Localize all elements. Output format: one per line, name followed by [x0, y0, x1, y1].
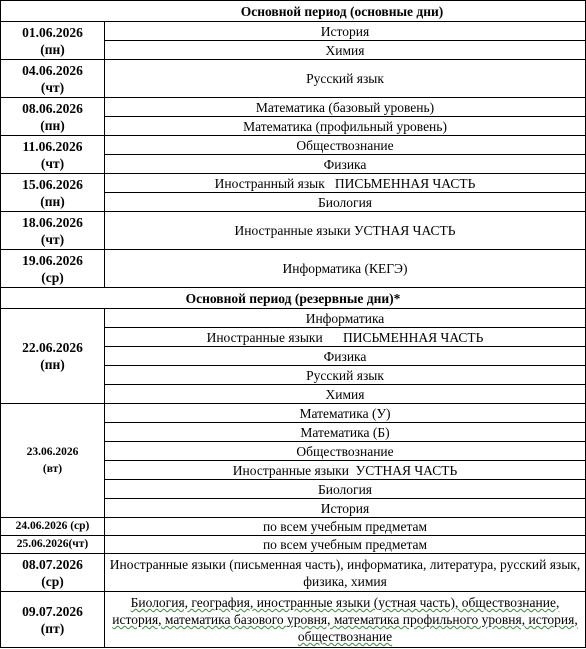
date-text: 18.06.2026 — [22, 214, 83, 230]
table-row — [1, 592, 586, 648]
subject-cell: Иностранные языки УСТНАЯ ЧАСТЬ — [105, 461, 586, 480]
table-row — [1, 212, 586, 250]
date-cell — [1, 536, 105, 554]
table-row — [1, 536, 586, 554]
subject-cell: по всем учебным предметам — [105, 518, 586, 536]
date-cell — [1, 22, 105, 60]
main-period-title: Основной период (основные дни) — [1, 1, 586, 22]
date-text: 25.06.2026(чт) — [16, 538, 89, 550]
subject-cell: Русский язык — [105, 60, 586, 98]
subject-cell: История — [105, 499, 586, 518]
date-text: 19.06.2026 — [22, 252, 83, 268]
subject-cell: Химия — [105, 385, 586, 404]
subject-cell: Математика (профильный уровень) — [105, 117, 586, 136]
reserve-period-header-row — [1, 288, 586, 309]
subject-cell: Математика (базовый уровень) — [105, 98, 586, 117]
date-cell — [1, 98, 105, 136]
table-row — [1, 60, 586, 98]
date-cell — [1, 136, 105, 174]
date-text: 08.07.2026 — [22, 556, 83, 572]
table-row — [1, 518, 586, 536]
date-text: 11.06.2026 — [22, 138, 83, 154]
date-cell — [1, 592, 105, 648]
weekday-text: (чт) — [40, 155, 65, 171]
subject-cell: Математика (У) — [105, 404, 586, 423]
subject-cell: Иностранные языки (письменная часть), информатика, литература, русский язык, физика, химия — [105, 554, 586, 592]
subject-cell: Математика (Б) — [105, 423, 586, 442]
date-cell — [1, 250, 105, 288]
date-cell — [1, 174, 105, 212]
date-text: 09.07.2026 — [22, 603, 83, 619]
table-row — [1, 98, 586, 117]
date-text: 01.06.2026 — [22, 24, 83, 40]
table-row — [1, 309, 586, 328]
date-cell — [1, 518, 105, 536]
subject-cell: Обществознание — [105, 136, 586, 155]
date-cell — [1, 404, 105, 518]
weekday-text: (пт) — [40, 620, 65, 636]
date-text: 23.06.2026 — [26, 445, 79, 458]
table-row — [1, 554, 586, 592]
subject-cell: Иностранные языки УСТНАЯ ЧАСТЬ — [105, 212, 586, 250]
date-cell — [1, 309, 105, 404]
subject-cell — [105, 592, 586, 648]
weekday-text: (чт) — [40, 231, 65, 247]
subject-cell: Химия — [105, 41, 586, 60]
table-row — [1, 404, 586, 423]
date-text: 24.06.2026 (ср) — [15, 520, 90, 532]
date-text: 15.06.2026 — [22, 176, 83, 192]
table-row — [1, 22, 586, 41]
subject-cell: Иностранные языки ПИСЬМЕННАЯ ЧАСТЬ — [105, 328, 586, 347]
subject-cell: Информатика — [105, 309, 586, 328]
weekday-text: (пн) — [40, 41, 65, 57]
subject-cell: Физика — [105, 155, 586, 174]
weekday-text: (ср) — [41, 269, 64, 285]
weekday-text: (пн) — [40, 193, 65, 209]
date-text: 22.06.2026 — [22, 340, 83, 355]
weekday-text: (чт) — [40, 79, 65, 95]
weekday-text: (пн) — [40, 357, 65, 372]
table-row — [1, 250, 586, 288]
subject-cell: Русский язык — [105, 366, 586, 385]
main-period-header-row — [1, 1, 586, 22]
subject-cell: Иностранный язык ПИСЬМЕННАЯ ЧАСТЬ — [105, 174, 586, 193]
subject-cell: Информатика (КЕГЭ) — [105, 250, 586, 288]
subject-cell: Физика — [105, 347, 586, 366]
subject-text: Биология, география, иностранные языки (устная часть), обществознание, история, математика базового уровня, математика профильного уровня, история, обществознание — [112, 595, 578, 644]
date-text: 04.06.2026 — [22, 62, 83, 78]
table-row — [1, 136, 586, 155]
weekday-text: (пн) — [40, 117, 65, 133]
weekday-text: (ср) — [41, 573, 64, 589]
date-cell — [1, 554, 105, 592]
subject-cell: Биология — [105, 480, 586, 499]
date-cell — [1, 212, 105, 250]
subject-cell: по всем учебным предметам — [105, 536, 586, 554]
weekday-text: (вт) — [42, 462, 63, 475]
date-cell — [1, 60, 105, 98]
date-text: 08.06.2026 — [22, 100, 83, 116]
subject-cell: Обществознание — [105, 442, 586, 461]
table-row — [1, 174, 586, 193]
reserve-period-title: Основной период (резервные дни)* — [1, 288, 586, 309]
subject-cell: Биология — [105, 193, 586, 212]
subject-cell: История — [105, 22, 586, 41]
